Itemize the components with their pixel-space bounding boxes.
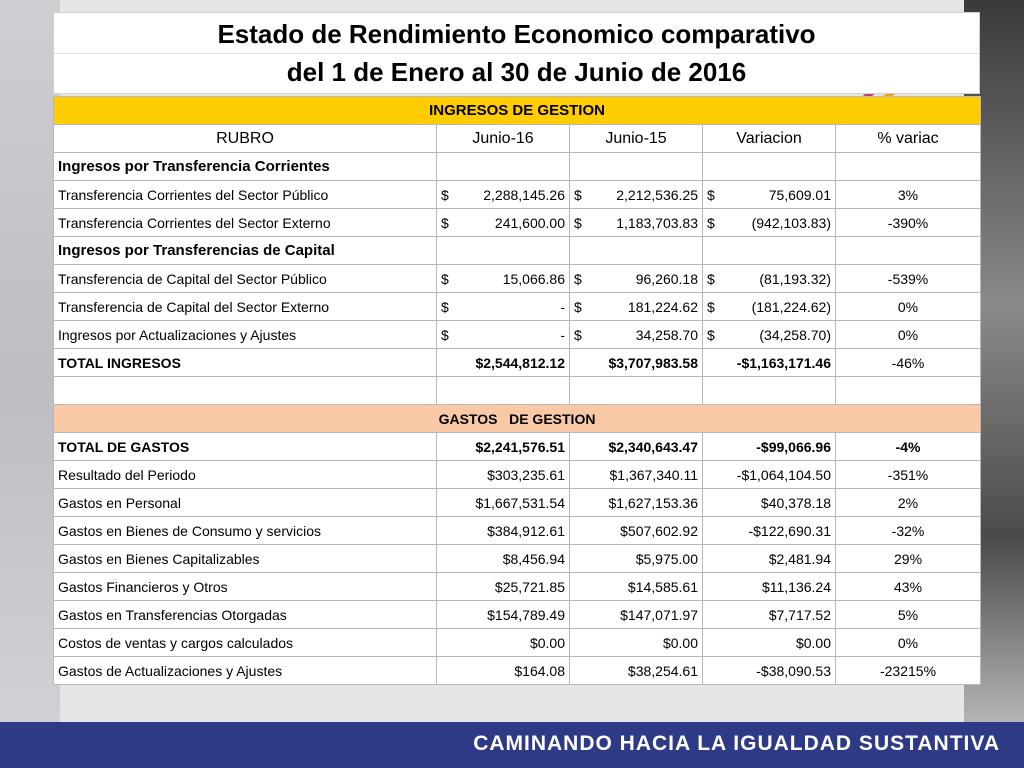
junio-16-cell: $0.00: [437, 629, 570, 657]
rubro-cell: Gastos en Transferencias Otorgadas: [54, 601, 437, 629]
total-gastos-row: [54, 433, 981, 461]
table-row: [54, 265, 981, 293]
variacion-cell: -$99,066.96: [703, 433, 836, 461]
currency-sign: $: [707, 214, 715, 231]
amount: 96,260.18: [635, 270, 698, 287]
junio-16-cell: $2,241,576.51: [437, 433, 570, 461]
amount: (942,103.83): [751, 214, 831, 231]
currency-sign: $: [574, 214, 582, 231]
currency-sign: $: [574, 326, 582, 343]
table-row: [54, 489, 981, 517]
amount: 2,212,536.25: [616, 186, 698, 203]
empty-cell: [570, 153, 703, 181]
table-row: [54, 181, 981, 209]
pct-cell: 0%: [836, 321, 981, 349]
variacion-cell: -$1,064,104.50: [703, 461, 836, 489]
amount: (81,193.32): [759, 270, 831, 287]
junio-15-cell: $0.00: [570, 629, 703, 657]
pct-cell: 0%: [836, 629, 981, 657]
junio-15-cell: $3,707,983.58: [570, 349, 703, 377]
pct-cell: 29%: [836, 545, 981, 573]
junio-15-cell: $147,071.97: [570, 601, 703, 629]
pct-cell: 5%: [836, 601, 981, 629]
junio-16-cell: $384,912.61: [437, 517, 570, 545]
table-row: [54, 657, 981, 685]
variacion-cell: [703, 293, 836, 321]
background-left: [0, 0, 60, 768]
pct-cell: 2%: [836, 489, 981, 517]
junio-16-cell: [437, 209, 570, 237]
page-title: [53, 12, 980, 94]
currency-sign: $: [707, 186, 715, 203]
pct-cell: -351%: [836, 461, 981, 489]
rubro-cell: Transferencia de Capital del Sector Público: [54, 265, 437, 293]
col-header-variacion: Variacion: [703, 125, 836, 153]
junio-16-cell: $164.08: [437, 657, 570, 685]
amount: 1,183,703.83: [616, 214, 698, 231]
footer-slogan: CAMINANDO HACIA LA IGUALDAD SUSTANTIVA: [473, 732, 1000, 755]
currency-sign: $: [707, 326, 715, 343]
currency-sign: $: [441, 326, 449, 343]
variacion-cell: -$38,090.53: [703, 657, 836, 685]
rubro-cell: Gastos en Personal: [54, 489, 437, 517]
junio-15-cell: [570, 265, 703, 293]
group-label: Ingresos por Transferencia Corrientes: [54, 153, 437, 181]
currency-sign: $: [707, 270, 715, 287]
amount: 34,258.70: [635, 326, 698, 343]
footer-banner: [0, 722, 1024, 768]
col-header-junio-16: Junio-16: [437, 125, 570, 153]
variacion-cell: $0.00: [703, 629, 836, 657]
title-divider: [54, 53, 979, 54]
currency-sign: $: [574, 298, 582, 315]
rubro-cell: Transferencia de Capital del Sector Externo: [54, 293, 437, 321]
empty-cell: [836, 377, 981, 405]
empty-cell: [437, 153, 570, 181]
currency-sign: $: [574, 270, 582, 287]
rubro-cell: Gastos Financieros y Otros: [54, 573, 437, 601]
group-label: Ingresos por Transferencias de Capital: [54, 237, 437, 265]
junio-15-cell: $1,367,340.11: [570, 461, 703, 489]
section-title: INGRESOS DE GESTION: [54, 97, 981, 125]
pct-cell: -539%: [836, 265, 981, 293]
section-title: GASTOS DE GESTION: [54, 405, 981, 433]
table-row: [54, 629, 981, 657]
empty-cell: [54, 377, 437, 405]
pct-cell: -390%: [836, 209, 981, 237]
empty-cell: [703, 377, 836, 405]
total-ingresos-row: [54, 349, 981, 377]
table-row: [54, 601, 981, 629]
junio-15-cell: $5,975.00: [570, 545, 703, 573]
table-row: [54, 573, 981, 601]
currency-sign: $: [441, 186, 449, 203]
pct-cell: -23215%: [836, 657, 981, 685]
variacion-cell: -$122,690.31: [703, 517, 836, 545]
rubro-cell: Transferencia Corrientes del Sector Externo: [54, 209, 437, 237]
col-header-pct-variac: % variac: [836, 125, 981, 153]
blank-row: [54, 377, 981, 405]
junio-15-cell: [570, 293, 703, 321]
currency-sign: $: [441, 270, 449, 287]
pct-cell: -4%: [836, 433, 981, 461]
rubro-cell: Transferencia Corrientes del Sector Público: [54, 181, 437, 209]
rubro-cell: TOTAL DE GASTOS: [54, 433, 437, 461]
junio-15-cell: $38,254.61: [570, 657, 703, 685]
group-header-row: [54, 237, 981, 265]
pct-cell: 0%: [836, 293, 981, 321]
ingresos-section-header: [54, 97, 981, 125]
empty-cell: [570, 377, 703, 405]
variacion-cell: [703, 265, 836, 293]
group-header-row: [54, 153, 981, 181]
variacion-cell: $40,378.18: [703, 489, 836, 517]
pct-cell: -32%: [836, 517, 981, 545]
junio-16-cell: [437, 293, 570, 321]
junio-16-cell: $8,456.94: [437, 545, 570, 573]
variacion-cell: $11,136.24: [703, 573, 836, 601]
junio-15-cell: $507,602.92: [570, 517, 703, 545]
pct-cell: 43%: [836, 573, 981, 601]
amount: 2,288,145.26: [483, 186, 565, 203]
variacion-cell: -$1,163,171.46: [703, 349, 836, 377]
empty-cell: [836, 153, 981, 181]
rubro-cell: Ingresos por Actualizaciones y Ajustes: [54, 321, 437, 349]
junio-16-cell: [437, 265, 570, 293]
amount: -: [560, 326, 565, 343]
amount: 241,600.00: [494, 214, 565, 231]
empty-cell: [437, 377, 570, 405]
currency-sign: $: [441, 214, 449, 231]
amount: 15,066.86: [502, 270, 565, 287]
empty-cell: [570, 237, 703, 265]
rubro-cell: Costos de ventas y cargos calculados: [54, 629, 437, 657]
table-row: [54, 293, 981, 321]
amount: 181,224.62: [627, 298, 698, 315]
junio-15-cell: [570, 209, 703, 237]
rubro-cell: Gastos de Actualizaciones y Ajustes: [54, 657, 437, 685]
junio-15-cell: [570, 181, 703, 209]
table-row: [54, 545, 981, 573]
empty-cell: [703, 237, 836, 265]
junio-16-cell: $1,667,531.54: [437, 489, 570, 517]
empty-cell: [703, 153, 836, 181]
junio-15-cell: [570, 321, 703, 349]
amount: 75,609.01: [768, 186, 831, 203]
junio-16-cell: [437, 181, 570, 209]
table-row: [54, 517, 981, 545]
rubro-cell: Resultado del Periodo: [54, 461, 437, 489]
resultado-row: [54, 461, 981, 489]
empty-cell: [437, 237, 570, 265]
variacion-cell: $7,717.52: [703, 601, 836, 629]
col-header-rubro: RUBRO: [54, 125, 437, 153]
financial-statement-table: [53, 96, 981, 685]
variacion-cell: [703, 209, 836, 237]
pct-cell: -46%: [836, 349, 981, 377]
junio-15-cell: $2,340,643.47: [570, 433, 703, 461]
junio-16-cell: $303,235.61: [437, 461, 570, 489]
gastos-section-header: [54, 405, 981, 433]
title-line-1: Estado de Rendimiento Economico comparativo: [217, 19, 816, 49]
junio-16-cell: $25,721.85: [437, 573, 570, 601]
table-row: [54, 209, 981, 237]
junio-16-cell: [437, 321, 570, 349]
amount: -: [560, 298, 565, 315]
column-header-row: [54, 125, 981, 153]
empty-cell: [836, 237, 981, 265]
currency-sign: $: [441, 298, 449, 315]
amount: (181,224.62): [751, 298, 831, 315]
junio-15-cell: $14,585.61: [570, 573, 703, 601]
junio-16-cell: $154,789.49: [437, 601, 570, 629]
currency-sign: $: [574, 186, 582, 203]
rubro-cell: TOTAL INGRESOS: [54, 349, 437, 377]
rubro-cell: Gastos en Bienes de Consumo y servicios: [54, 517, 437, 545]
variacion-cell: [703, 321, 836, 349]
pct-cell: 3%: [836, 181, 981, 209]
rubro-cell: Gastos en Bienes Capitalizables: [54, 545, 437, 573]
junio-15-cell: $1,627,153.36: [570, 489, 703, 517]
variacion-cell: $2,481.94: [703, 545, 836, 573]
col-header-junio-15: Junio-15: [570, 125, 703, 153]
variacion-cell: [703, 181, 836, 209]
amount: (34,258.70): [759, 326, 831, 343]
currency-sign: $: [707, 298, 715, 315]
title-line-2: del 1 de Enero al 30 de Junio de 2016: [286, 57, 747, 87]
table-row: [54, 321, 981, 349]
junio-16-cell: $2,544,812.12: [437, 349, 570, 377]
